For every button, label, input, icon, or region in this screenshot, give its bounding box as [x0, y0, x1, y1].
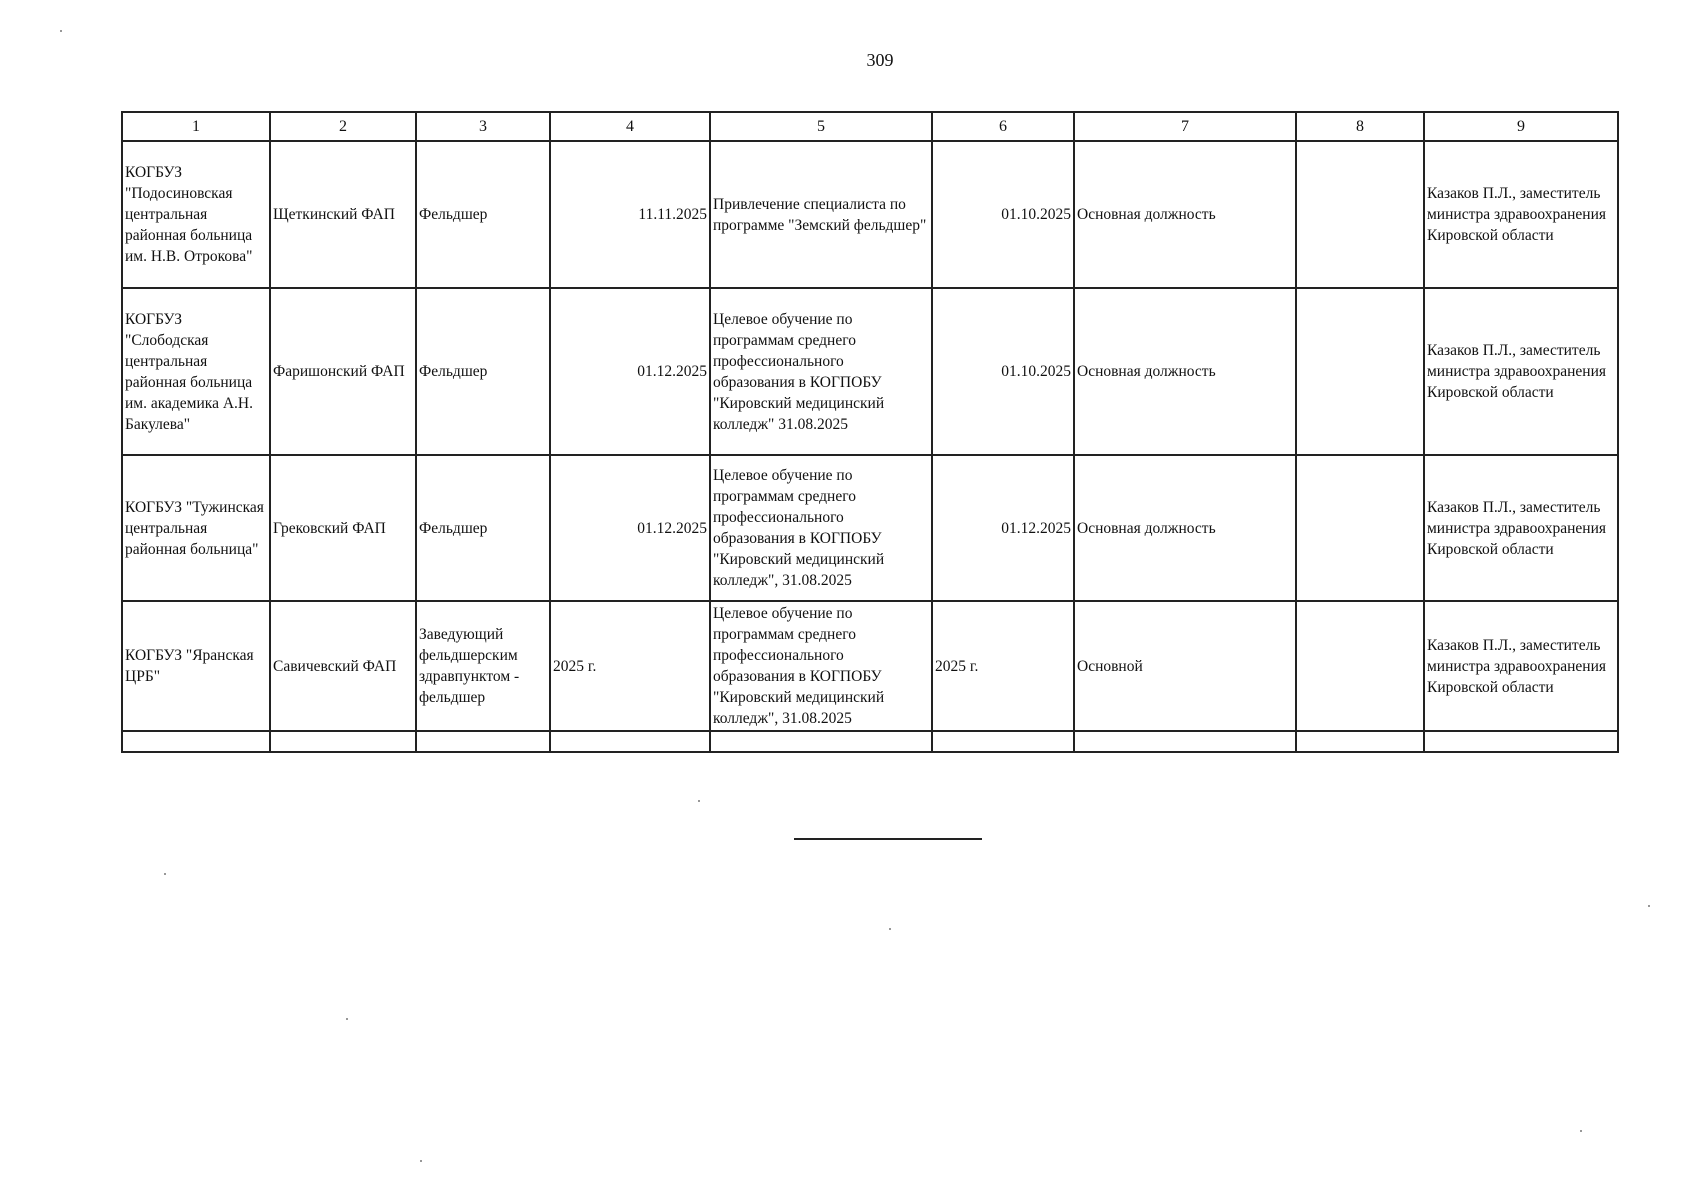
table-cell-empty: [1296, 141, 1424, 288]
table-cell-organization: КОГБУЗ "Слободская центральная районная больница им. академика А.Н. Бакулева": [122, 288, 270, 455]
table-cell-measure: Целевое обучение по программам среднего профессионального образования в КОГПОБУ "Кировский медицинский колледж" 31.08.2025: [710, 288, 932, 455]
col-header-4: 4: [550, 112, 710, 141]
scan-speck: [164, 873, 166, 875]
table-cell-organization: КОГБУЗ "Подосиновская центральная районная больница им. Н.В. Отрокова": [122, 141, 270, 288]
table-cell-empty: [1296, 455, 1424, 601]
table-cell-date: 2025 г.: [550, 601, 710, 731]
col-header-1: 1: [122, 112, 270, 141]
col-header-5: 5: [710, 112, 932, 141]
table-cell-facility: Щеткинский ФАП: [270, 141, 416, 288]
table-cell-position: Фельдшер: [416, 288, 550, 455]
table-cell-facility: Савичевский ФАП: [270, 601, 416, 731]
col-header-9: 9: [1424, 112, 1618, 141]
table-cell-empty: [1296, 288, 1424, 455]
table-cell-empty: [1296, 731, 1424, 752]
table-cell-organization: КОГБУЗ "Яранская ЦРБ": [122, 601, 270, 731]
scan-speck: [889, 928, 891, 930]
table-cell-empty: [932, 731, 1074, 752]
staffing-table: [121, 111, 1619, 753]
table-cell-empty: [550, 731, 710, 752]
table-cell-employment-type: Основной: [1074, 601, 1296, 731]
page-number: 309: [866, 50, 894, 70]
table-cell-responsible: Казаков П.Л., заместитель министра здравоохранения Кировской области: [1424, 141, 1618, 288]
table-row: [122, 455, 1618, 601]
table-cell-organization: КОГБУЗ "Тужинская центральная районная больница": [122, 455, 270, 601]
col-header-7: 7: [1074, 112, 1296, 141]
table-cell-date: 01.12.2025: [550, 455, 710, 601]
table-cell-responsible: Казаков П.Л., заместитель министра здравоохранения Кировской области: [1424, 455, 1618, 601]
table-cell-empty: [710, 731, 932, 752]
table-cell-date: 01.12.2025: [550, 288, 710, 455]
table-cell-date: 01.10.2025: [932, 141, 1074, 288]
table-cell-empty: [270, 731, 416, 752]
table-cell-facility: Грековский ФАП: [270, 455, 416, 601]
table-cell-empty: [122, 731, 270, 752]
table-cell-measure: Привлечение специалиста по программе "Земский фельдшер": [710, 141, 932, 288]
table-row: [122, 601, 1618, 731]
table-cell-empty: [1296, 601, 1424, 731]
column-number-row: [122, 112, 1618, 141]
scan-speck: [420, 1160, 422, 1162]
col-header-2: 2: [270, 112, 416, 141]
table-cell-employment-type: Основная должность: [1074, 141, 1296, 288]
table-cell-position: Фельдшер: [416, 141, 550, 288]
table-cell-employment-type: Основная должность: [1074, 288, 1296, 455]
table-cell-empty: [1424, 731, 1618, 752]
col-header-3: 3: [416, 112, 550, 141]
table-cell-measure: Целевое обучение по программам среднего профессионального образования в КОГПОБУ "Кировский медицинский колледж", 31.08.2025: [710, 455, 932, 601]
table-cell-position: Заведующий фельдшерским здравпунктом - фельдшер: [416, 601, 550, 731]
table-cell-responsible: Казаков П.Л., заместитель министра здравоохранения Кировской области: [1424, 288, 1618, 455]
table-row: [122, 141, 1618, 288]
scan-speck: [1580, 1130, 1582, 1132]
table-cell-date: 2025 г.: [932, 601, 1074, 731]
table-cell-measure: Целевое обучение по программам среднего профессионального образования в КОГПОБУ "Кировский медицинский колледж", 31.08.2025: [710, 601, 932, 731]
end-of-document-rule: [794, 838, 982, 840]
scan-speck: [698, 800, 700, 802]
table-row-blank: [122, 731, 1618, 752]
table-cell-date: 11.11.2025: [550, 141, 710, 288]
table-cell-position: Фельдшер: [416, 455, 550, 601]
table-cell-date: 01.12.2025: [932, 455, 1074, 601]
scan-speck: [1648, 905, 1650, 907]
scan-speck: [60, 30, 62, 32]
col-header-8: 8: [1296, 112, 1424, 141]
table-cell-facility: Фаришонский ФАП: [270, 288, 416, 455]
scan-speck: [346, 1018, 348, 1020]
col-header-6: 6: [932, 112, 1074, 141]
table-cell-empty: [1074, 731, 1296, 752]
table-cell-empty: [416, 731, 550, 752]
table-cell-responsible: Казаков П.Л., заместитель министра здравоохранения Кировской области: [1424, 601, 1618, 731]
table-cell-employment-type: Основная должность: [1074, 455, 1296, 601]
table-row: [122, 288, 1618, 455]
table-cell-date: 01.10.2025: [932, 288, 1074, 455]
